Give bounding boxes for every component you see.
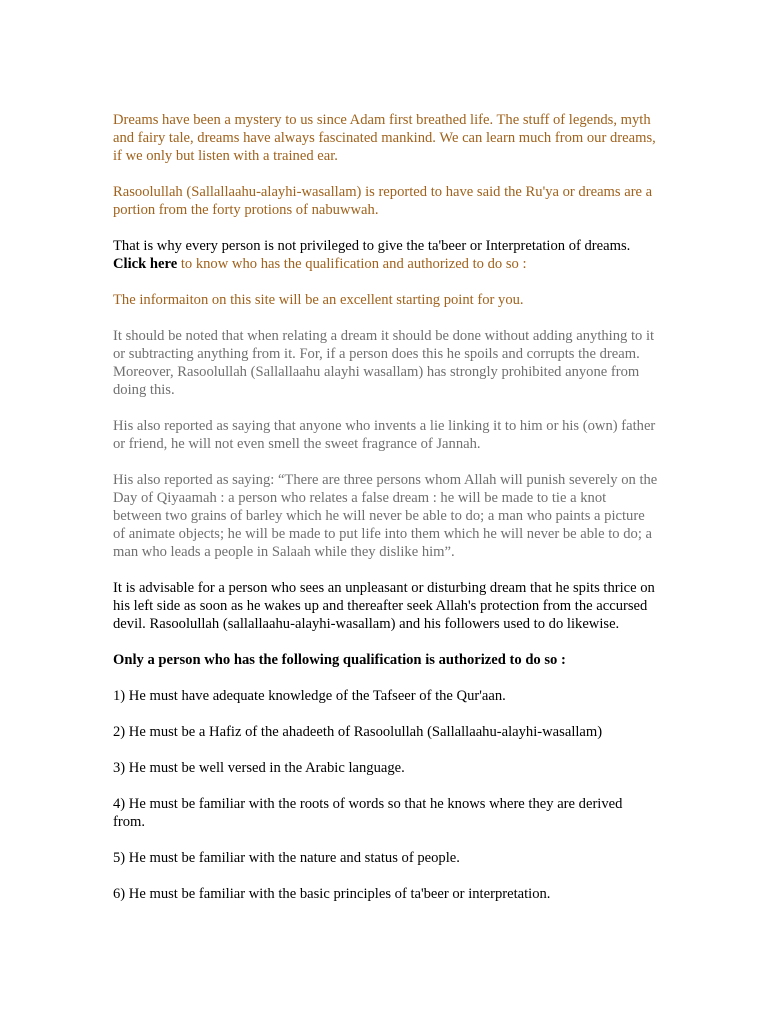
qualifications-heading: Only a person who has the following qualification is authorized to do so :	[113, 652, 566, 668]
advice-paragraph: It is advisable for a person who sees an unpleasant or disturbing dream that he spits thrice on his left side as soon as he wakes up and thereafter seek Allah's protection from the accursed devil. Rasoolullah (sallallaahu-alayhi-wasallam) and his followers used to do likewise.	[113, 580, 655, 632]
privilege-paragraph	[113, 237, 658, 273]
warning-paragraph-2: His also reported as saying that anyone who invents a lie linking it to him or his (own) father or friend, he will not even smell the sweet fragrance of Jannah.	[113, 418, 656, 452]
starting-point-paragraph: The informaiton on this site will be an excellent starting point for you.	[113, 292, 524, 308]
link-suffix-text: to know who has the qualification and authorized to do so :	[177, 256, 527, 272]
qualification-item-1: 1) He must have adequate knowledge of the Tafseer of the Qur'aan.	[113, 688, 506, 704]
privilege-text: That is why every person is not privileged to give the ta'beer or Interpretation of dreams.	[113, 238, 631, 254]
click-here-link[interactable]: Click here	[113, 256, 178, 272]
document-body	[113, 111, 658, 921]
qualification-item-4: 4) He must be familiar with the roots of words so that he knows where they are derived from.	[113, 796, 623, 830]
intro-paragraph-2: Rasoolullah (Sallallaahu-alayhi-wasallam) is reported to have said the Ru'ya or dreams are a portion from the forty protions of nabuwwah.	[113, 184, 653, 218]
qualification-item-3: 3) He must be well versed in the Arabic language.	[113, 760, 405, 776]
qualification-item-2: 2) He must be a Hafiz of the ahadeeth of Rasoolullah (Sallallaahu-alayhi-wasallam)	[113, 724, 603, 740]
qualification-item-6: 6) He must be familiar with the basic principles of ta'beer or interpretation.	[113, 886, 551, 902]
warning-paragraph-1: It should be noted that when relating a dream it should be done without adding anything to it or subtracting anything from it. For, if a person does this he spoils and corrupts the dream. Moreover, Rasoolullah (Sallallaahu alayhi wasallam) has strongly prohibited anyone from doing this.	[113, 328, 655, 398]
qualification-item-5: 5) He must be familiar with the nature and status of people.	[113, 850, 460, 866]
warning-paragraph-3: His also reported as saying: “There are three persons whom Allah will punish severely on the Day of Qiyaamah : a person who relates a false dream : he will be made to tie a knot between two grains of barley which he will never be able to do; a man who paints a picture of animate objects; he will be made to put life into them which he will never be able to do; a man who leads a people in Salaah while they dislike him”.	[113, 472, 658, 560]
intro-paragraph-1: Dreams have been a mystery to us since Adam first breathed life. The stuff of legends, myth and fairy tale, dreams have always fascinated mankind. We can learn much from our dreams, if we only but listen with a trained ear.	[113, 112, 656, 164]
